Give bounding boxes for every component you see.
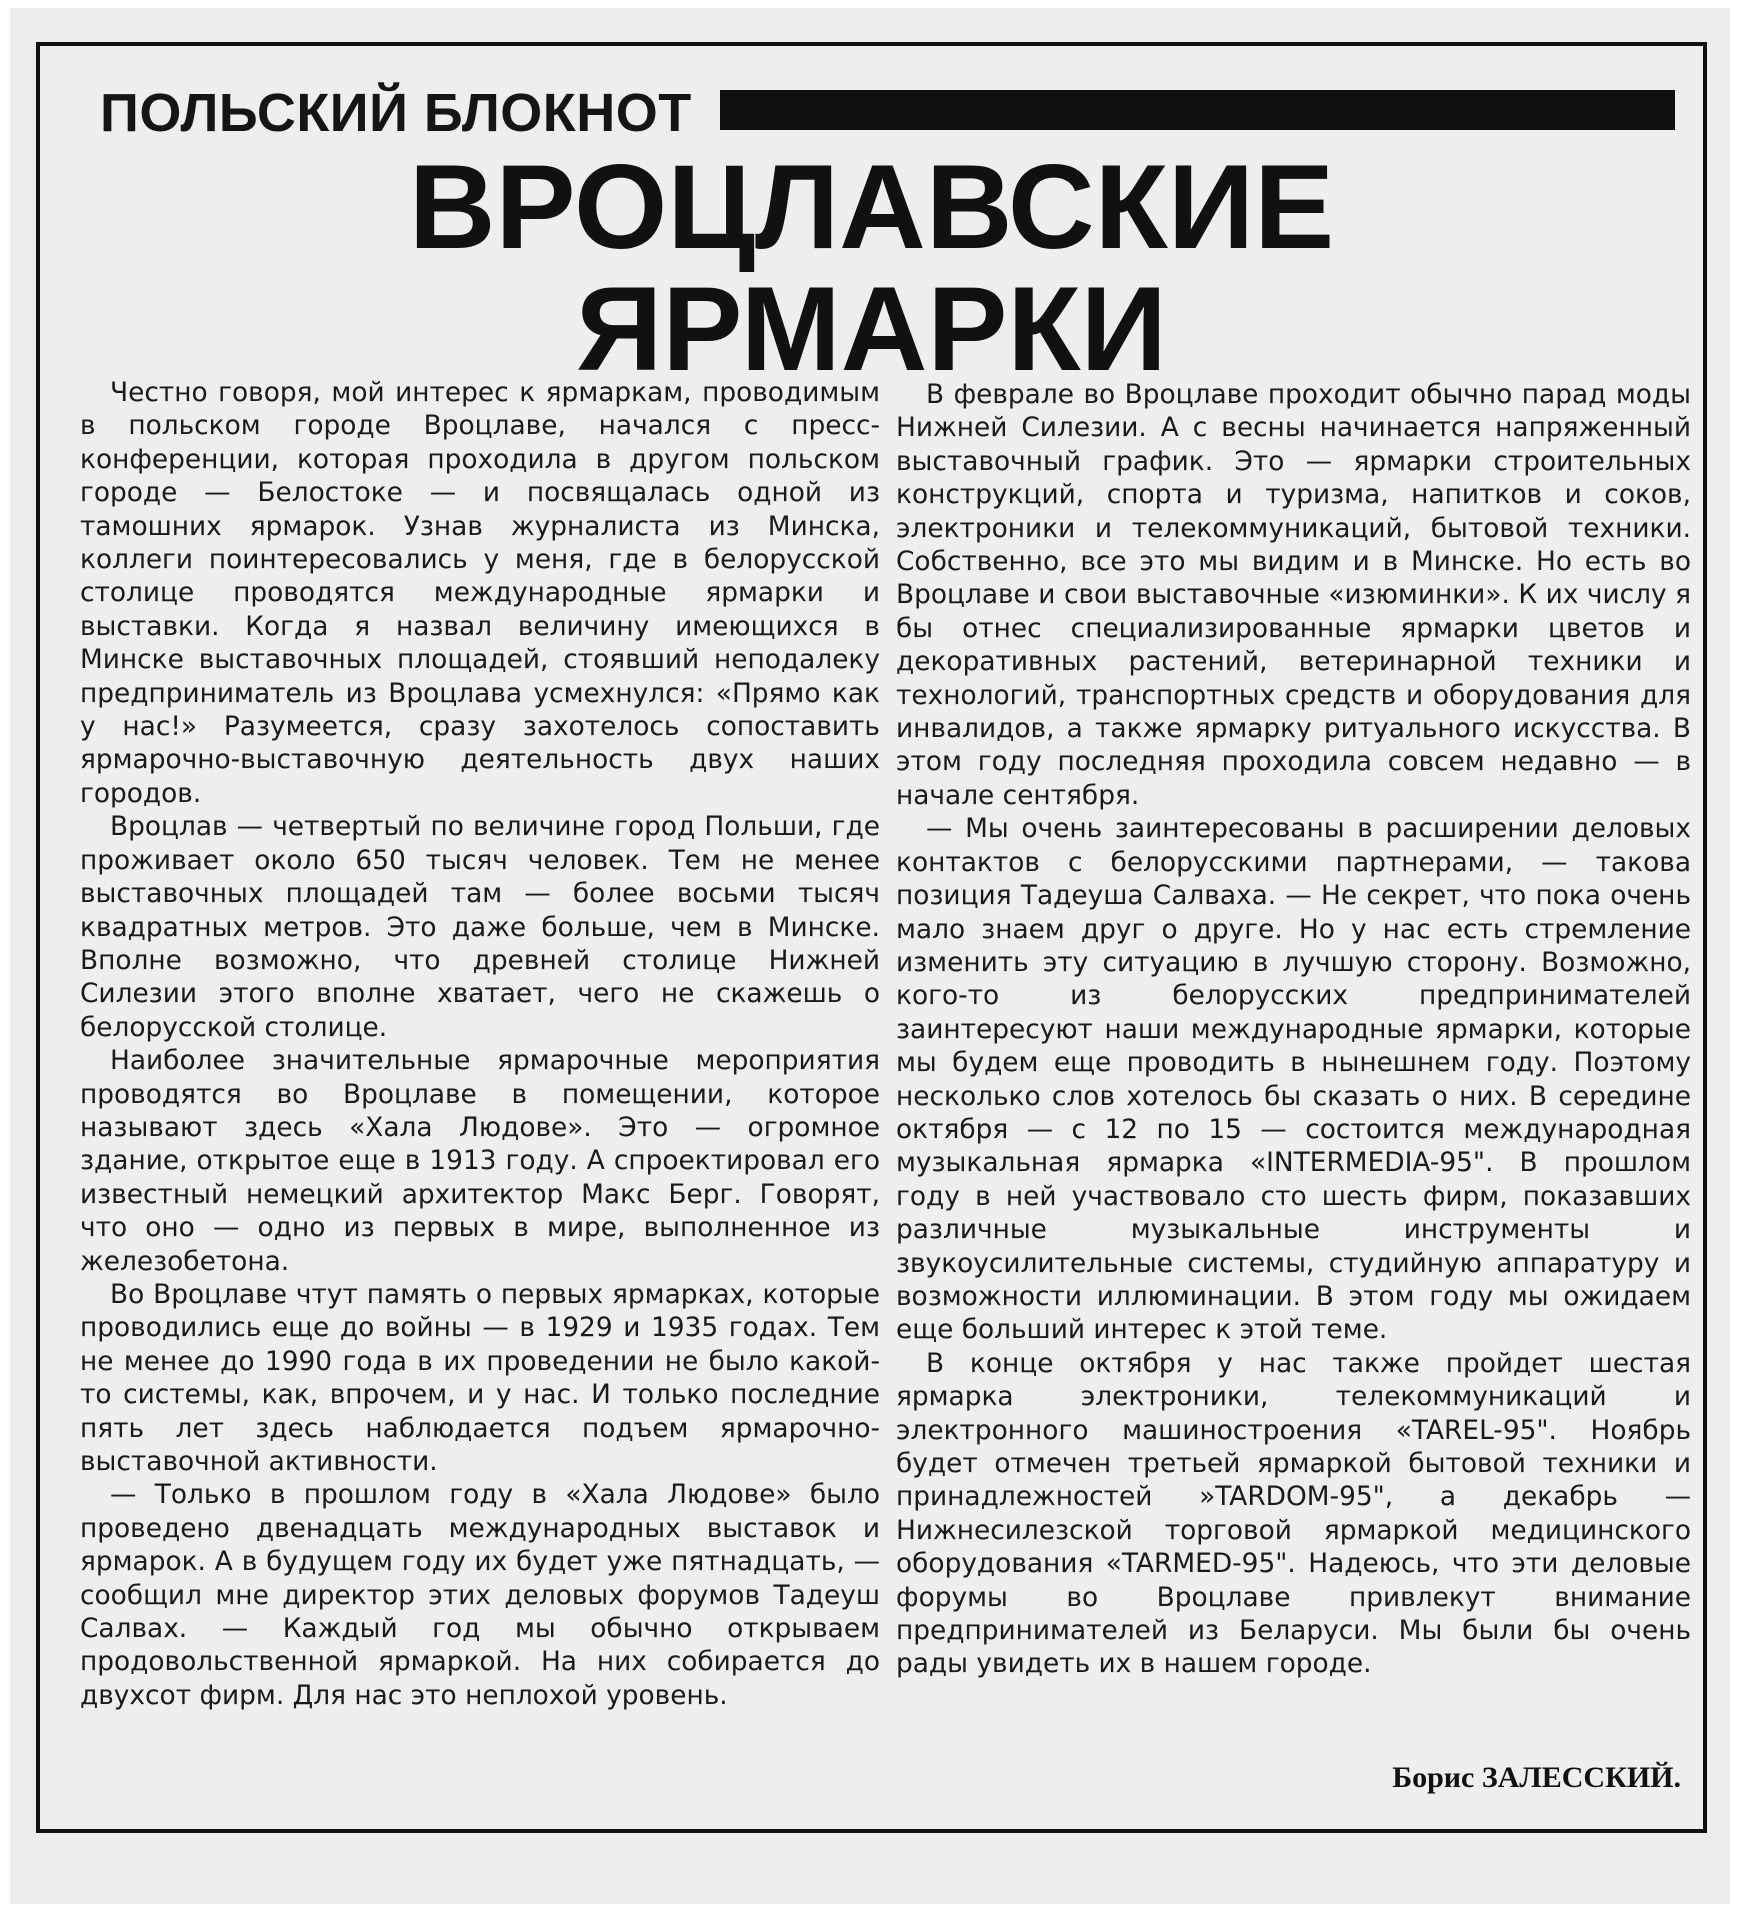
paragraph: — Мы очень заинтересованы в расширении деловых контактов с белорусскими партнерами, — такова позиция Тадеуша Салваха. — Не секрет, что пока очень мало знаем друг о друге. Но у нас есть стремление изменить эту ситуацию в лучшую сторону. Возможно, кого-то из белорусских предпринимателей заинтересуют наши международные ярмарки, которые мы будем еще проводить в нынешнем году. Поэтому несколько слов хотелось бы сказать о них. В середине октября — с 12 по 15 — состоится международная музыкальная ярмарка «INTERMEDIA-95". В прошлом году в ней участвовало сто шесть фирм, показавших различные музыкальные инструменты и звукоусилительные системы, студийную аппаратуру и возможности иллюминации. В этом году мы ожидаем еще больший интерес к этой теме. xyxy=(896,813,1691,1346)
rubric-label: ПОЛЬСКИЙ БЛОКНОТ xyxy=(100,83,692,143)
article-column-right xyxy=(896,378,1691,1681)
paragraph: Во Вроцлаве чтут память о первых ярмарках, которые проводились еще до войны — в 1929 и 1935 годах. Тем не менее до 1990 года в их проведении не было какой-то системы, как, впрочем, и у нас. И только последние пять лет здесь наблюдается подъем ярмарочно-выставочной активности. xyxy=(80,1278,880,1477)
rubric-bar xyxy=(720,90,1675,130)
paragraph: — Только в прошлом году в «Хала Людове» было проведено двенадцать международных выставок и ярмарок. А в будущем году их будет уже пятнадцать, — сообщил мне директор этих деловых форумов Тадеуш Салвах. — Каждый год мы обычно открываем продовольственной ярмаркой. На них собирается до двухсот фирм. Для нас это неплохой уровень. xyxy=(80,1479,880,1711)
article-headline xyxy=(40,140,1703,396)
paragraph: В феврале во Вроцлаве проходит обычно парад моды Нижней Силезии. А с весны начинается напряженный выставочный график. Это — ярмарки строительных конструкций, спорта и туризма, напитков и соков, электроники и телекоммуникаций, бытовой техники. Собственно, все это мы видим и в Минске. Но есть во Вроцлаве и свои выставочные «изюминки». К их числу я бы отнес специализированные ярмарки цветов и декоративных растений, ветеринарной техники и технологий, транспортных средств и оборудования для инвалидов, а также ярмарку ритуального искусства. В этом году последняя проходила совсем недавно — в начале сентября. xyxy=(896,379,1691,811)
paragraph: Наиболее значительные ярмарочные мероприятия проводятся во Вроцлаве в помещении, которое называют здесь «Хала Людове». Это — огромное здание, открытое еще в 1913 году. А спроектировал его известный немецкий архитектор Макс Берг. Говорят, что оно — одно из первых в мире, выполненное из железобетона. xyxy=(80,1045,880,1277)
newspaper-clipping xyxy=(10,8,1730,1904)
paragraph: Вроцлав — четвертый по величине город Польши, где проживает около 650 тысяч человек. Тем не менее выставочных площадей там — более восьми тысяч квадратных метров. Это даже больше, чем в Минске. Вполне возможно, что древней столице Нижней Силезии этого вполне хватает, чего не скажешь о белорусской столице. xyxy=(80,811,880,1043)
paragraph: Честно говоря, мой интерес к ярмаркам, проводимым в польском городе Вроцлаве, начался с пресс-конференции, которая проходила в другом польском городе — Белостоке — и посвящалась одной из тамошних ярмарок. Узнав журналиста из Минска, коллеги поинтересовались у меня, где в белорусской столице проводятся международные ярмарки и выставки. Когда я назвал величину имеющихся в Минске выставочных площадей, стоявший неподалеку предприниматель из Вроцлава усмехнулся: «Прямо как у нас!» Разумеется, сразу захотелось сопоставить ярмарочно-выставочную деятельность двух наших городов. xyxy=(80,377,880,809)
author-signature: Борис ЗАЛЕССКИЙ. xyxy=(1392,1761,1681,1794)
paragraph: В конце октября у нас также пройдет шестая ярмарка электроники, телекоммуникаций и электронного машиностроения «TAREL-95". Ноябрь будет отмечен третьей ярмаркой бытовой техники и принадлежностей »TARDOM-95", а декабрь — Нижнесилезской торговой ярмаркой медицинского оборудования «TARMED-95". Надеюсь, что эти деловые форумы во Вроцлаве привлекут внимание предпринимателей из Беларуси. Мы были бы очень рады увидеть их в нашем городе. xyxy=(896,1347,1691,1680)
headline-line-2: ЯРМАРКИ xyxy=(576,262,1167,396)
headline-line-1: ВРОЦЛАВСКИЕ xyxy=(408,140,1335,274)
article-frame xyxy=(36,42,1707,1833)
article-column-left xyxy=(80,376,880,1712)
